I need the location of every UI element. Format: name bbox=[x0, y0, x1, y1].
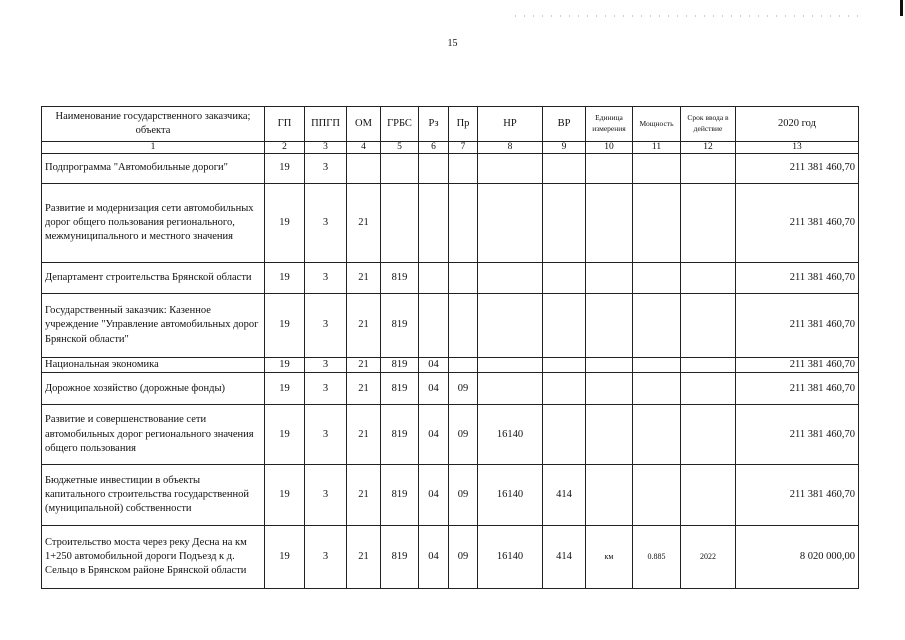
table-cell: 21 bbox=[347, 526, 381, 589]
table-cell: 3 bbox=[305, 294, 347, 358]
table-cell bbox=[478, 373, 543, 405]
table-row bbox=[42, 526, 859, 589]
table-cell bbox=[586, 184, 633, 263]
table-cell: 19 bbox=[265, 358, 305, 373]
table-row bbox=[42, 465, 859, 526]
table-cell: 819 bbox=[381, 263, 419, 294]
table-cell: 3 bbox=[305, 526, 347, 589]
table-cell bbox=[449, 263, 478, 294]
table-cell: 19 bbox=[265, 184, 305, 263]
table-cell bbox=[586, 294, 633, 358]
table-cell: 04 bbox=[419, 405, 449, 465]
table-cell bbox=[586, 358, 633, 373]
table-cell: 3 bbox=[305, 154, 347, 184]
table-row bbox=[42, 358, 859, 373]
table-cell: 2022 bbox=[681, 526, 736, 589]
table-cell bbox=[681, 358, 736, 373]
table-cell bbox=[681, 184, 736, 263]
column-number-cell: 13 bbox=[736, 142, 859, 154]
column-number-cell: 8 bbox=[478, 142, 543, 154]
scan-noise bbox=[515, 15, 865, 17]
table-cell bbox=[633, 294, 681, 358]
table-cell: 819 bbox=[381, 405, 419, 465]
row-name-cell: Подпрограмма "Автомобильные дороги" bbox=[42, 154, 265, 184]
table-cell bbox=[381, 154, 419, 184]
table-cell: 3 bbox=[305, 373, 347, 405]
amount-cell: 211 381 460,70 bbox=[736, 373, 859, 405]
table-cell bbox=[543, 154, 586, 184]
table-cell: 819 bbox=[381, 358, 419, 373]
table-cell bbox=[633, 405, 681, 465]
table-cell: 0.885 bbox=[633, 526, 681, 589]
table-cell bbox=[449, 184, 478, 263]
table-cell bbox=[419, 154, 449, 184]
table-cell: 819 bbox=[381, 526, 419, 589]
table-cell: 819 bbox=[381, 294, 419, 358]
table-cell: 3 bbox=[305, 184, 347, 263]
column-number-cell: 9 bbox=[543, 142, 586, 154]
table-cell: 04 bbox=[419, 526, 449, 589]
column-number-cell: 6 bbox=[419, 142, 449, 154]
table-cell bbox=[681, 405, 736, 465]
table-row bbox=[42, 405, 859, 465]
table-cell bbox=[543, 263, 586, 294]
table-cell: 16140 bbox=[478, 465, 543, 526]
header-cell: Пр bbox=[449, 107, 478, 142]
table-cell bbox=[419, 184, 449, 263]
table-row bbox=[42, 263, 859, 294]
table-cell bbox=[419, 263, 449, 294]
table-cell bbox=[543, 373, 586, 405]
header-cell: Мощность bbox=[633, 107, 681, 142]
table-cell bbox=[586, 405, 633, 465]
table-body bbox=[42, 107, 859, 589]
table-cell: 09 bbox=[449, 465, 478, 526]
table-cell bbox=[478, 184, 543, 263]
table-cell bbox=[419, 294, 449, 358]
table-cell: 414 bbox=[543, 465, 586, 526]
column-number-cell: 5 bbox=[381, 142, 419, 154]
table-row bbox=[42, 154, 859, 184]
header-cell: Единица измерения bbox=[586, 107, 633, 142]
table-cell: 21 bbox=[347, 358, 381, 373]
table-cell: км bbox=[586, 526, 633, 589]
table-row bbox=[42, 184, 859, 263]
column-number-cell: 7 bbox=[449, 142, 478, 154]
column-number-cell: 4 bbox=[347, 142, 381, 154]
header-cell: ППГП bbox=[305, 107, 347, 142]
row-name-cell: Бюджетные инвестиции в объекты капитального строительства государственной (муниципальной) собственности bbox=[42, 465, 265, 526]
row-name-cell: Департамент строительства Брянской области bbox=[42, 263, 265, 294]
header-cell: ВР bbox=[543, 107, 586, 142]
scan-edge-mark bbox=[900, 0, 903, 16]
row-name-cell: Государственный заказчик: Казенное учреждение "Управление автомобильных дорог Брянской области" bbox=[42, 294, 265, 358]
header-cell: Рз bbox=[419, 107, 449, 142]
table-cell: 16140 bbox=[478, 405, 543, 465]
amount-cell: 211 381 460,70 bbox=[736, 154, 859, 184]
table-cell: 21 bbox=[347, 373, 381, 405]
row-name-cell: Дорожное хозяйство (дорожные фонды) bbox=[42, 373, 265, 405]
table-cell: 21 bbox=[347, 405, 381, 465]
table-cell: 414 bbox=[543, 526, 586, 589]
table-cell bbox=[681, 154, 736, 184]
page-number: 15 bbox=[447, 38, 458, 49]
table-cell bbox=[633, 358, 681, 373]
table-cell bbox=[543, 184, 586, 263]
table-cell bbox=[586, 373, 633, 405]
table-cell: 09 bbox=[449, 405, 478, 465]
table-cell bbox=[478, 358, 543, 373]
header-cell: Наименование государственного заказчика; объекта bbox=[42, 107, 265, 142]
table-cell: 819 bbox=[381, 373, 419, 405]
table-cell bbox=[681, 465, 736, 526]
table-cell: 09 bbox=[449, 526, 478, 589]
column-number-cell: 3 bbox=[305, 142, 347, 154]
column-number-row bbox=[42, 142, 859, 154]
table-cell bbox=[449, 154, 478, 184]
amount-cell: 211 381 460,70 bbox=[736, 358, 859, 373]
table-cell: 19 bbox=[265, 263, 305, 294]
column-number-cell: 2 bbox=[265, 142, 305, 154]
table-cell bbox=[478, 154, 543, 184]
amount-cell: 211 381 460,70 bbox=[736, 184, 859, 263]
header-cell: ГРБС bbox=[381, 107, 419, 142]
table-cell bbox=[449, 358, 478, 373]
header-cell: ОМ bbox=[347, 107, 381, 142]
table-cell bbox=[449, 294, 478, 358]
table-cell bbox=[633, 263, 681, 294]
table-cell: 21 bbox=[347, 294, 381, 358]
table-cell: 19 bbox=[265, 526, 305, 589]
table-row bbox=[42, 294, 859, 358]
table-cell: 819 bbox=[381, 465, 419, 526]
table-cell bbox=[681, 373, 736, 405]
row-name-cell: Развитие и совершенствование сети автомобильных дорог регионального значения общего пользования bbox=[42, 405, 265, 465]
table-cell: 04 bbox=[419, 465, 449, 526]
table-cell: 19 bbox=[265, 294, 305, 358]
table-cell bbox=[586, 263, 633, 294]
amount-cell: 8 020 000,00 bbox=[736, 526, 859, 589]
table-cell bbox=[478, 294, 543, 358]
table-cell: 3 bbox=[305, 358, 347, 373]
column-number-cell: 11 bbox=[633, 142, 681, 154]
amount-cell: 211 381 460,70 bbox=[736, 263, 859, 294]
table-cell bbox=[543, 294, 586, 358]
table-cell: 04 bbox=[419, 373, 449, 405]
table-cell: 21 bbox=[347, 184, 381, 263]
table-cell bbox=[633, 154, 681, 184]
header-cell: ГП bbox=[265, 107, 305, 142]
header-row bbox=[42, 107, 859, 142]
row-name-cell: Развитие и модернизация сети автомобильных дорог общего пользования регионального, межмуниципального и местного значения bbox=[42, 184, 265, 263]
table-cell bbox=[543, 358, 586, 373]
row-name-cell: Строительство моста через реку Десна на км 1+250 автомобильной дороги Подъезд к д. Сельцо в Брянском районе Брянской области bbox=[42, 526, 265, 589]
table-row bbox=[42, 373, 859, 405]
table-cell bbox=[633, 465, 681, 526]
table-cell: 19 bbox=[265, 465, 305, 526]
table-cell: 21 bbox=[347, 263, 381, 294]
table-cell bbox=[347, 154, 381, 184]
table-cell: 3 bbox=[305, 263, 347, 294]
column-number-cell: 12 bbox=[681, 142, 736, 154]
table-cell: 19 bbox=[265, 373, 305, 405]
table-cell bbox=[633, 373, 681, 405]
table-cell: 09 bbox=[449, 373, 478, 405]
table-cell: 19 bbox=[265, 154, 305, 184]
table-cell: 16140 bbox=[478, 526, 543, 589]
amount-cell: 211 381 460,70 bbox=[736, 294, 859, 358]
table-cell bbox=[681, 263, 736, 294]
table-cell bbox=[681, 294, 736, 358]
table-cell: 21 bbox=[347, 465, 381, 526]
table-cell bbox=[478, 263, 543, 294]
header-cell: 2020 год bbox=[736, 107, 859, 142]
table-cell: 04 bbox=[419, 358, 449, 373]
row-name-cell: Национальная экономика bbox=[42, 358, 265, 373]
header-cell: Срок ввода в действие bbox=[681, 107, 736, 142]
table-cell bbox=[633, 184, 681, 263]
column-number-cell: 10 bbox=[586, 142, 633, 154]
table-cell bbox=[586, 465, 633, 526]
budget-table bbox=[41, 106, 859, 589]
table-cell: 3 bbox=[305, 405, 347, 465]
amount-cell: 211 381 460,70 bbox=[736, 465, 859, 526]
table-cell bbox=[381, 184, 419, 263]
header-cell: НР bbox=[478, 107, 543, 142]
amount-cell: 211 381 460,70 bbox=[736, 405, 859, 465]
table-cell bbox=[586, 154, 633, 184]
table-cell bbox=[543, 405, 586, 465]
column-number-cell: 1 bbox=[42, 142, 265, 154]
table-cell: 3 bbox=[305, 465, 347, 526]
table-cell: 19 bbox=[265, 405, 305, 465]
